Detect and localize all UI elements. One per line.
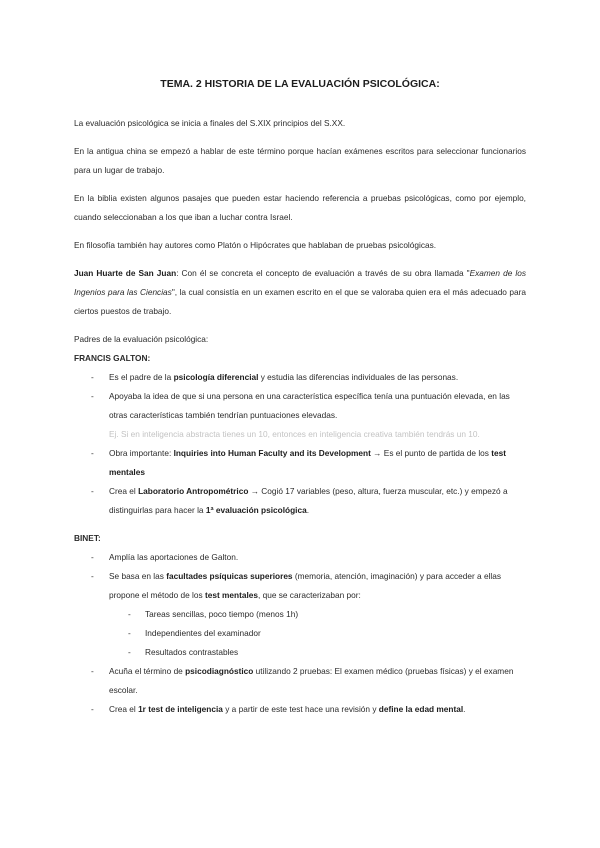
binet-heading: BINET: <box>74 533 101 543</box>
huarte-name: Juan Huarte de San Juan <box>74 268 177 278</box>
binet-item-4: - Crea el 1r test de inteligencia y a partir de este test hace una revisión y define la edad mental. <box>91 704 466 714</box>
galton-item-2: - Apoyaba la idea de que si una persona en una característica específica tenía una puntuación elevada, en las otras características también tendrían puntuaciones elevadas. <box>91 391 510 420</box>
huarte-paragraph: Juan Huarte de San Juan: Con él se concreta el concepto de evaluación a través de su obra llamada "Examen de los Ingenios para las Ciencias", la cual consistía en un examen escrito en el que se valoraba quien era el más adecuado para ciertos puestos de trabajo. <box>74 268 526 316</box>
intro-paragraph-2: En la antigua china se empezó a hablar de este término porque hacían exámenes escritos para seleccionar funcionarios para un lugar de trabajo. <box>74 146 526 175</box>
galton-example: Ej. Si en inteligencia abstracta tienes un 10, entonces en inteligencia creativa también tendrás un 10. <box>109 429 480 439</box>
binet-sub-list <box>74 605 526 662</box>
binet-item-3: - Acuña el término de psicodiagnóstico utilizando 2 pruebas: El examen médico (pruebas físicas) y el examen escolar. <box>91 666 514 695</box>
binet-sub-item-3: - Resultados contrastables <box>128 647 239 657</box>
document-body <box>74 114 526 719</box>
huarte-work-title: Examen de los Ingenios para las Ciencias <box>74 268 526 297</box>
galton-list <box>74 368 526 520</box>
padres-label: Padres de la evaluación psicológica: <box>74 334 209 344</box>
binet-list-continued <box>74 662 526 719</box>
binet-item-2: - Se basa en las facultades psíquicas superiores (memoria, atención, imaginación) y para acceder a ellas propone el método de los test mentales, que se caracterizaban por: <box>91 571 502 600</box>
galton-item-1: - Es el padre de la psicología diferencial y estudia las diferencias individuales de las personas. <box>91 372 459 382</box>
binet-item-1: - Amplía las aportaciones de Galton. <box>91 552 239 562</box>
galton-item-4: - Crea el Laboratorio Antropométrico → Cogió 17 variables (peso, altura, fuerza muscular, etc.) y empezó a distinguirlas para hacer la 1ª evaluación psicológica. <box>91 486 508 515</box>
binet-list <box>74 548 526 605</box>
intro-paragraph-4: En filosofía también hay autores como Platón o Hipócrates que hablaban de pruebas psicológicas. <box>74 240 437 250</box>
galton-item-3: - Obra importante: Inquiries into Human Faculty and its Development → Es el punto de partida de los test mentales <box>91 448 507 477</box>
page-title: TEMA. 2 HISTORIA DE LA EVALUACIÓN PSICOLÓGICA: <box>160 78 440 90</box>
intro-paragraph-3: En la biblia existen algunos pasajes que pueden estar haciendo referencia a pruebas psicológicas, como por ejemplo, cuando seleccionaban a los que iban a luchar contra Israel. <box>74 193 526 222</box>
galton-heading: FRANCIS GALTON: <box>74 353 151 363</box>
binet-sub-item-2: - Independientes del examinador <box>128 628 261 638</box>
binet-sub-item-1: - Tareas sencillas, poco tiempo (menos 1h) <box>128 609 299 619</box>
intro-paragraph-1: La evaluación psicológica se inicia a finales del S.XIX principios del S.XX. <box>74 118 346 128</box>
